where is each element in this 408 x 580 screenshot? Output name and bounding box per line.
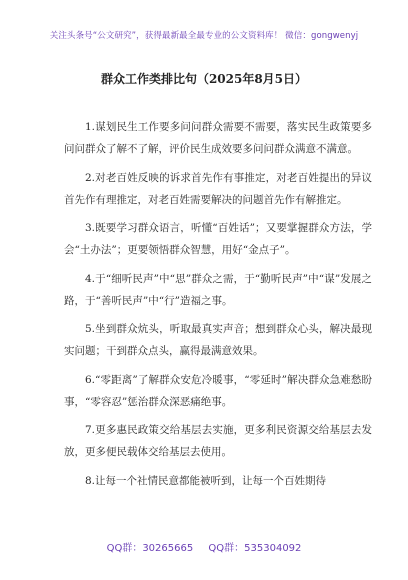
footer-qq-group-1: QQ群：30265665 bbox=[106, 543, 194, 554]
paragraph-5: 5.坐到群众炕头，听取最真实声音；想到群众心头，解决最现实问题；干到群众点头，赢得最满意效果。 bbox=[64, 323, 372, 357]
document-body bbox=[64, 116, 372, 498]
document-title: 群众工作类排比句（2025年8月5日） bbox=[100, 72, 308, 86]
paragraph-2: 2.对老百姓反映的诉求首先作有事推定，对老百姓提出的异议首先作有理推定，对老百姓需要解决的问题首先作有解推定。 bbox=[64, 171, 372, 206]
paragraph-4: 4.于“细听民声”中“思”群众之需，于“勤听民声”中“谋”发展之路，于“善听民声”中“行”造福之事。 bbox=[64, 272, 372, 307]
paragraph-7: 7.更多惠民政策交给基层去实施，更多利民资源交给基层去发放，更多便民载体交给基层去使用。 bbox=[64, 424, 372, 458]
footer-qq-group-2: QQ群：535304092 bbox=[208, 543, 302, 554]
paragraph-8: 8.让每一个社情民意都能被听到，让每一个百姓期待 bbox=[85, 474, 327, 487]
paragraph-1: 1.谋划民生工作要多问问群众需要不需要，落实民生政策要多问问群众了解不了解，评价民生成效要多问问群众满意不满意。 bbox=[64, 121, 372, 155]
footer bbox=[0, 539, 408, 554]
paragraph-6: 6.“零距离”了解群众安危冷暖事，“零延时”解决群众急难愁盼事，“零容忍”惩治群众深恶痛绝事。 bbox=[64, 373, 372, 408]
paragraph-3: 3.既要学习群众语言，听懂“百姓话”；又要掌握群众方法，学会“土办法”；更要领悟群众智慧，用好“金点子”。 bbox=[64, 222, 372, 256]
header-note: 关注头条号“公文研究”，获得最新最全最专业的公文资料库！ 微信：gongwenyj bbox=[49, 31, 359, 41]
